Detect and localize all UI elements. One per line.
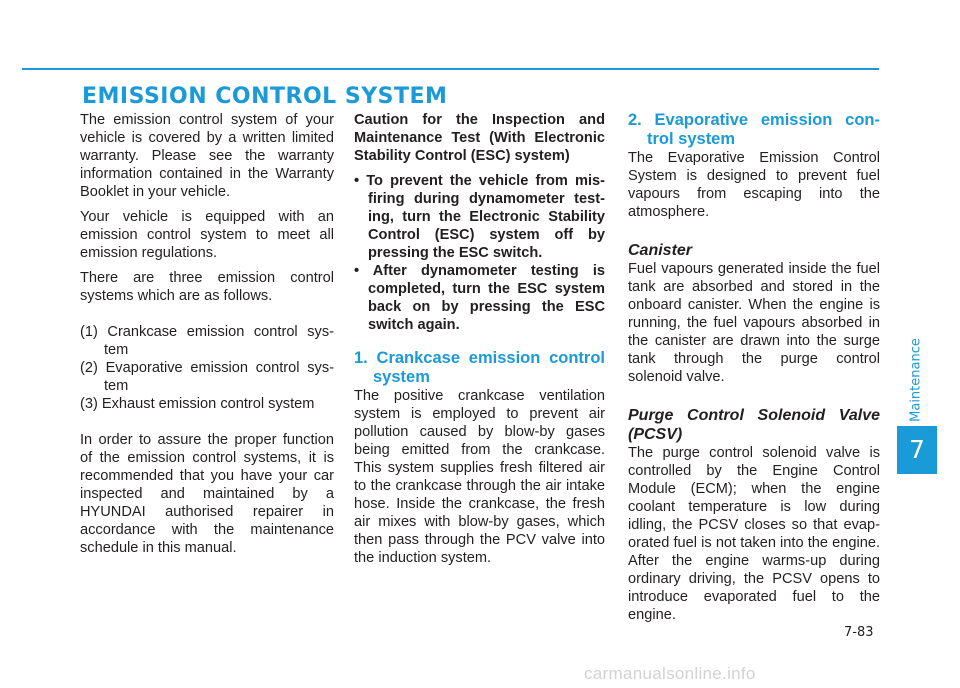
bullet-text: To prevent the vehicle from mis-firing during dynamometer test-ing, turn the Electronic Stability Control (ESC) system off by pressing the ESC switch. [366, 173, 605, 261]
subheading-pcsv: Purge Control Solenoid Valve (PCSV) [628, 407, 880, 443]
header-rule [22, 68, 879, 70]
column-3 [628, 111, 880, 624]
spacer [80, 305, 334, 323]
bullet-item: • To prevent the vehicle from mis-firing during dynamometer test-ing, turn the Electronic Stability Control (ESC) system off by pressing the ESC switch. [354, 173, 605, 261]
list-item: (3) Exhaust emission control system [80, 396, 315, 412]
section-heading-crankcase: 1. Crankcase emission control system [354, 349, 605, 386]
column-1 [80, 111, 334, 557]
caution-heading: Caution for the Inspection and Maintenance Test (With Electronic Stability Control (ESC) system) [354, 112, 605, 164]
page-number: 7-83 [844, 625, 874, 640]
chapter-label-text: Maintenance [908, 338, 924, 422]
spacer [354, 334, 605, 349]
bullet-text: After dynamometer testing is completed, turn the ESC system back on by pressing the ESC switch again. [368, 263, 605, 333]
spacer [628, 386, 880, 406]
chapter-tab: 7 [897, 426, 937, 474]
canister-paragraph: Fuel vapours generated inside the fuel tank are absorbed and stored in the onboard canister. When the engine is running, the fuel vapours absorbed in the canister are drawn into the surge tank through the purge control solenoid valve. [628, 261, 880, 385]
crankcase-paragraph: The positive crankcase ventilation system is employed to prevent air pollution caused by blow-by gases being emitted from the crankcase. This system supplies fresh filtered air to the crankcase through the air intake hose. Inside the crankcase, the fresh air mixes with blow-by gases, which then pass through the PCV valve into the induction system. [354, 388, 605, 566]
evaporative-paragraph: The Evaporative Emission Control System is designed to prevent fuel vapours from escaping into the atmosphere. [628, 150, 880, 220]
systems-paragraph: There are three emission control systems which are as follows. [80, 270, 334, 304]
column-2 [354, 111, 605, 567]
list-item: (2) Evaporative emission control sys-tem [80, 360, 334, 394]
section-heading-evaporative: 2. Evaporative emission con-trol system [628, 111, 880, 148]
spacer [80, 413, 334, 431]
bullet-item: • After dynamometer testing is completed, turn the ESC system back on by pressing the ESC switch again. [354, 263, 605, 333]
spacer [628, 221, 880, 241]
equipment-paragraph: Your vehicle is equipped with an emission control system to meet all emission regulations. [80, 209, 334, 261]
subheading-canister: Canister [628, 242, 693, 259]
list-item: (1) Crankcase emission control sys-tem [80, 324, 334, 358]
intro-paragraph: The emission control system of your vehicle is covered by a written limited warranty. Please see the warranty information contained in the Warranty Booklet in your vehicle. [80, 112, 334, 200]
page-title: EMISSION CONTROL SYSTEM [82, 84, 448, 109]
watermark: carmanualsonline.info [584, 664, 756, 683]
pcsv-paragraph: The purge control solenoid valve is controlled by the Engine Control Module (ECM); when the engine coolant temperature is low during idling, the PCSV closes so that evap-orated fuel is not taken into the engine. After the engine warms-up during ordinary driving, the PCSV opens to introduce evaporated fuel to the engine. [628, 445, 880, 623]
maintenance-paragraph: In order to assure the proper function of the emission control systems, it is recommended that you have your car inspected and maintained by a HYUNDAI authorised repairer in accordance with the maintenance schedule in this manual. [80, 432, 334, 556]
